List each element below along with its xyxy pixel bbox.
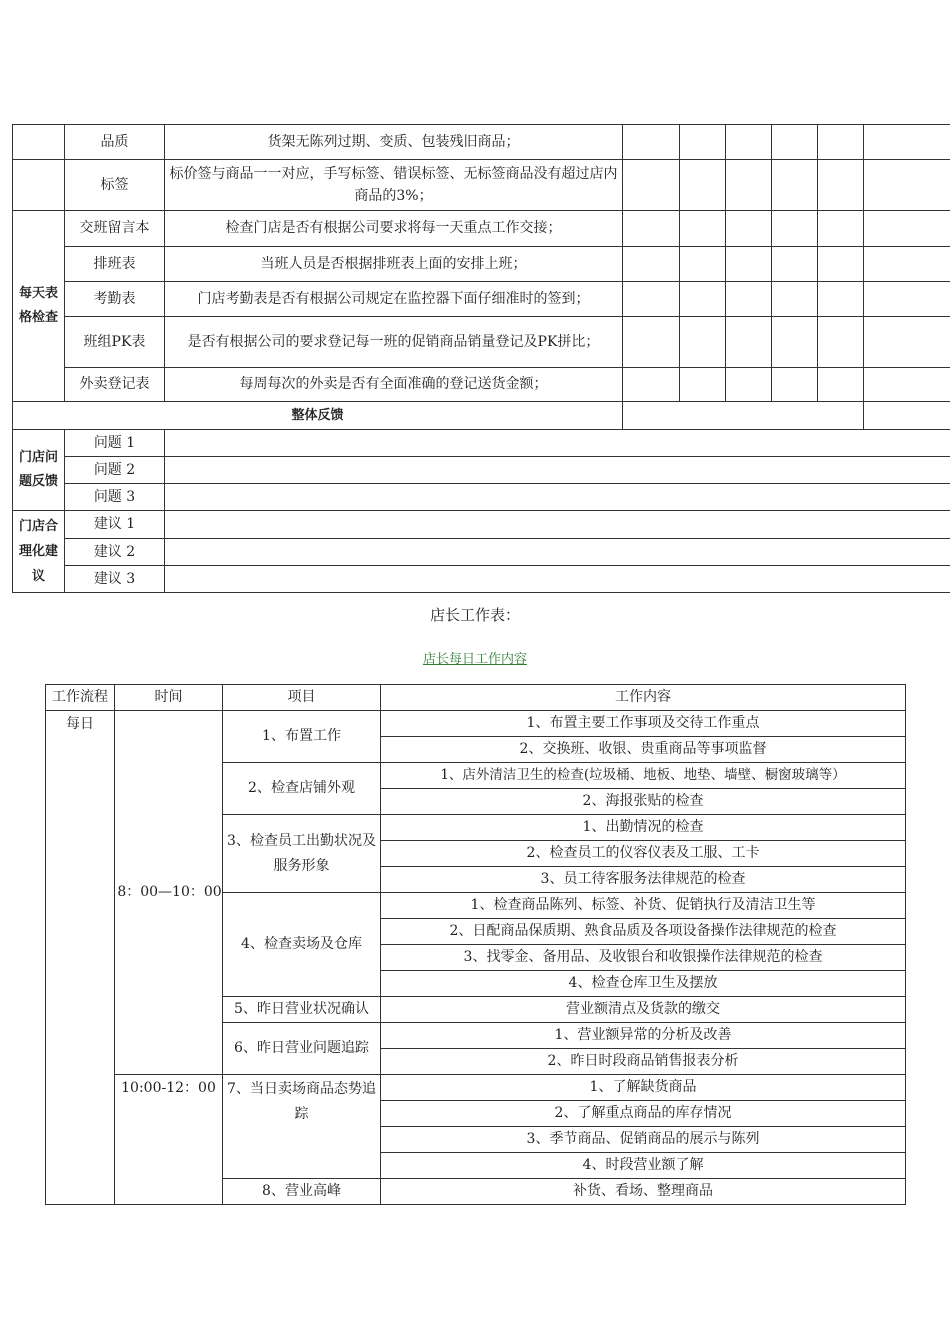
- item-cell: 交班留言本: [65, 211, 165, 247]
- desc-cell: 当班人员是否根据排班表上面的安排上班；: [165, 247, 623, 282]
- daily-schedule-table: [45, 684, 906, 1205]
- item-cell: 考勤表: [65, 282, 165, 317]
- table-row: [13, 539, 950, 566]
- content-cell: 3、找零金、备用品、及收银台和收银操作法律规范的检查: [381, 945, 906, 971]
- content-cell: 2、日配商品保质期、熟食品质及各项设备操作法律规范的检查: [381, 919, 906, 945]
- problem-label: 问题 1: [65, 430, 165, 457]
- content-cell: 1、出勤情况的检查: [381, 815, 906, 841]
- content-cell: 2、海报张贴的检查: [381, 789, 906, 815]
- content-cell: 2、检查员工的仪容仪表及工服、工卡: [381, 841, 906, 867]
- desc-cell: 每周每次的外卖是否有全面准确的登记送货金额；: [165, 368, 623, 402]
- caption-title: 店长工作表：: [429, 606, 520, 624]
- daily-check-group: 每天表格检查: [13, 211, 65, 402]
- suggestion-label: 建议 1: [65, 511, 165, 539]
- time-slot-1: 8：00—10：00: [115, 711, 223, 1075]
- desc-cell: 是否有根据公司的要求登记每一班的促销商品销量登记及PK拼比；: [165, 317, 623, 368]
- content-cell: 1、布置主要工作事项及交待工作重点: [381, 711, 906, 737]
- content-cell: 4、检查仓库卫生及摆放: [381, 971, 906, 997]
- content-cell: 1、检查商品陈列、标签、补货、促销执行及清洁卫生等: [381, 893, 906, 919]
- header-content: 工作内容: [381, 685, 906, 711]
- header-project: 项目: [223, 685, 381, 711]
- content-cell: 3、员工待客服务法律规范的检查: [381, 867, 906, 893]
- content-cell: 2、昨日时段商品销售报表分析: [381, 1049, 906, 1075]
- problem-label: 问题 3: [65, 484, 165, 511]
- problem-feedback-group: 门店问题反馈: [13, 430, 65, 511]
- problem-label: 问题 2: [65, 457, 165, 484]
- desc-cell: 门店考勤表是否有根据公司规定在监控器下面仔细准时的签到；: [165, 282, 623, 317]
- table-row: [13, 160, 950, 211]
- project-cell: 4、检查卖场及仓库: [223, 893, 381, 997]
- overall-feedback-label: 整体反馈: [13, 402, 623, 430]
- project-cell: 7、当日卖场商品态势追踪: [223, 1075, 381, 1179]
- project-cell: 1、布置工作: [223, 711, 381, 763]
- desc-cell: 货架无陈列过期、变质、包装残旧商品；: [165, 125, 623, 160]
- group-cell: [13, 125, 65, 160]
- overall-feedback-row: [13, 402, 950, 430]
- table-row: [13, 282, 950, 317]
- content-cell: 补货、看场、整理商品: [381, 1179, 906, 1205]
- item-cell: 外卖登记表: [65, 368, 165, 402]
- table-row: [13, 566, 950, 593]
- project-cell: 2、检查店铺外观: [223, 763, 381, 815]
- content-cell: 4、时段营业额了解: [381, 1153, 906, 1179]
- table-row: [13, 511, 950, 539]
- table-row: [13, 125, 950, 160]
- flow-daily: 每日: [46, 711, 115, 1205]
- store-checklist-table: [12, 124, 950, 593]
- table-row: [13, 368, 950, 402]
- content-cell: 1、店外清洁卫生的检查(垃圾桶、地板、地垫、墙壁、橱窗玻璃等）: [381, 763, 906, 789]
- project-cell: 8、营业高峰: [223, 1179, 381, 1205]
- header-flow: 工作流程: [46, 685, 115, 711]
- table-row: [13, 247, 950, 282]
- suggestion-label: 建议 2: [65, 539, 165, 566]
- content-cell: 1、营业额异常的分析及改善: [381, 1023, 906, 1049]
- table-row: [13, 484, 950, 511]
- header-time: 时间: [115, 685, 223, 711]
- table-row: [13, 211, 950, 247]
- item-cell: 品质: [65, 125, 165, 160]
- item-cell: 班组PK表: [65, 317, 165, 368]
- content-cell: 3、季节商品、促销商品的展示与陈列: [381, 1127, 906, 1153]
- table-row: [13, 430, 950, 457]
- caption-subtitle: 店长每日工作内容: [422, 652, 527, 667]
- header-row: [46, 685, 906, 711]
- table-row: [13, 457, 950, 484]
- project-cell: 3、检查员工出勤状况及服务形象: [223, 815, 381, 893]
- suggestion-label: 建议 3: [65, 566, 165, 593]
- content-cell: 营业额清点及货款的缴交: [381, 997, 906, 1023]
- time-slot-2: 10:00-12：00: [115, 1075, 223, 1205]
- desc-cell: 标价签与商品一一对应，手写标签、错误标签、无标签商品没有超过店内商品的3%；: [165, 160, 623, 211]
- table-row: [46, 711, 906, 737]
- item-cell: 排班表: [65, 247, 165, 282]
- desc-cell: 检查门店是否有根据公司要求将每一天重点工作交接；: [165, 211, 623, 247]
- content-cell: 2、交换班、收银、贵重商品等事项监督: [381, 737, 906, 763]
- project-cell: 6、昨日营业问题追踪: [223, 1023, 381, 1075]
- content-cell: 1、了解缺货商品: [381, 1075, 906, 1101]
- table-row: [46, 1075, 906, 1101]
- table-row: [13, 317, 950, 368]
- content-cell: 2、了解重点商品的库存情况: [381, 1101, 906, 1127]
- suggestion-group: 门店合理化建议: [13, 511, 65, 593]
- item-cell: 标签: [65, 160, 165, 211]
- project-cell: 5、昨日营业状况确认: [223, 997, 381, 1023]
